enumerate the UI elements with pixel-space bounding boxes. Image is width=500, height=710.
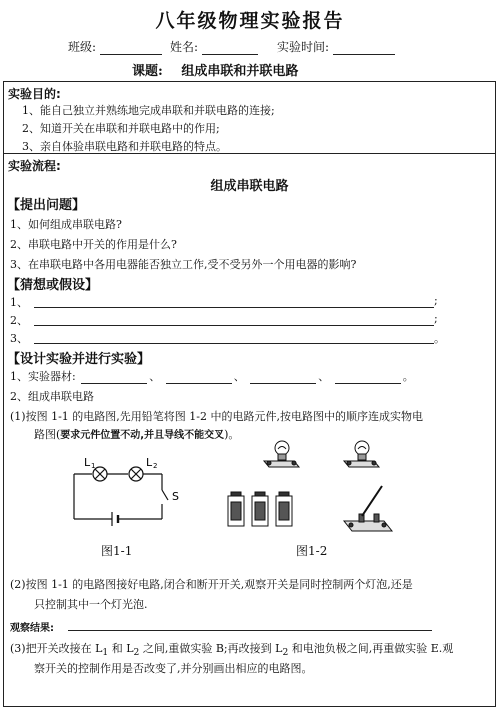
name-input-line[interactable] xyxy=(202,42,258,55)
step-3-text-1: (3)把开关改接在 L xyxy=(10,642,103,655)
fig-1-1-caption: 图1-1 xyxy=(101,544,133,558)
observe-label: 观察结果: xyxy=(10,623,54,634)
name-field xyxy=(170,38,258,55)
step-2-instruction-b: 只控制其中一个灯光泡. xyxy=(34,598,148,611)
guess-3-num: 3、 xyxy=(10,332,28,345)
step-1-instruction-a: (1)按图 1-1 的电路图,先用铅笔将图 1-2 中的电路元件,按电路图中的顺序连成实物电 xyxy=(10,410,423,423)
step-3-instruction-a xyxy=(10,640,453,658)
step-3-text-3: 之间,重做实验 B;再改接到 L xyxy=(139,642,283,655)
raise-question-heading: 【提出问题】 xyxy=(7,198,86,213)
switch-symbol xyxy=(162,490,168,500)
time-label: 实验时间: xyxy=(277,40,330,54)
class-input-line[interactable] xyxy=(100,42,162,55)
label-l2: L xyxy=(146,456,153,469)
guess-3-line[interactable] xyxy=(34,343,434,344)
label-l2-sub: 2 xyxy=(153,462,158,470)
time-field xyxy=(277,38,395,55)
step-1-b-text: 路图( xyxy=(34,428,61,441)
design-heading: 【设计实验并进行实验】 xyxy=(7,352,151,367)
equipment-blank-2[interactable] xyxy=(166,373,232,384)
equipment-blank-1[interactable] xyxy=(81,373,147,384)
step-3-sub-1: 1 xyxy=(102,647,109,659)
class-field xyxy=(68,38,162,55)
equipment-blank-4[interactable] xyxy=(335,373,401,384)
step-3-sub-3: 2 xyxy=(282,647,289,659)
guess-1-end: ; xyxy=(434,294,438,307)
guess-2-line[interactable] xyxy=(34,325,434,326)
guess-1-line[interactable] xyxy=(34,307,434,308)
observe-result-line[interactable] xyxy=(68,630,432,631)
step-1-requirement: 要求元件位置不动,并且导线不能交叉 xyxy=(60,430,225,441)
guess-1-num: 1、 xyxy=(10,296,28,309)
step-3-sub-2: 2 xyxy=(133,647,140,659)
equipment-row xyxy=(10,368,414,384)
circuit-diagram-1-1 xyxy=(64,454,204,534)
step-1-instruction-b xyxy=(34,426,239,442)
series-subtitle: 组成串联电路 xyxy=(210,179,289,194)
purpose-item-3: 3、亲自体验串联电路和并联电路的特点。 xyxy=(22,140,227,153)
equipment-end: 。 xyxy=(402,370,414,383)
time-input-line[interactable] xyxy=(333,42,395,55)
topic-text: 组成串联和并联电路 xyxy=(181,64,299,79)
purpose-heading: 实验目的: xyxy=(8,87,61,101)
process-heading: 实验流程: xyxy=(8,159,61,173)
question-2: 2、串联电路中开关的作用是什么? xyxy=(10,238,177,251)
question-3: 3、在串联电路中各用电器能否独立工作,受不受另外一个用电器的影响? xyxy=(10,258,357,271)
batteries xyxy=(228,492,292,526)
bulb-holder-2 xyxy=(344,441,379,467)
report-title: 八年级物理实验报告 xyxy=(155,10,345,32)
components-diagram-1-2 xyxy=(214,436,424,546)
guess-2-num: 2、 xyxy=(10,314,28,327)
equipment-label: 1、实验器材: xyxy=(10,370,76,383)
label-l1-sub: 1 xyxy=(91,462,96,470)
fig-1-2-caption: 图1-2 xyxy=(296,544,328,558)
question-1: 1、如何组成串联电路? xyxy=(10,218,122,231)
class-label: 班级: xyxy=(68,40,97,54)
step-3-text-4: 和电池负极之间,再重做实验 E.观 xyxy=(288,642,454,655)
guess-3-end: 。 xyxy=(434,332,445,345)
purpose-item-1: 1、能自己独立并熟练地完成串联和并联电路的连接; xyxy=(22,104,275,117)
guess-2-end: ; xyxy=(434,312,438,325)
equipment-sep: 、 xyxy=(149,370,161,383)
topic-line xyxy=(132,60,298,79)
equipment-sep: 、 xyxy=(233,370,245,383)
topic-label: 课题: xyxy=(132,64,163,79)
purpose-section xyxy=(3,81,496,154)
purpose-item-2: 2、知道开关在串联和并联电路中的作用; xyxy=(22,122,220,135)
knife-switch xyxy=(344,486,392,531)
label-l1: L xyxy=(84,456,91,469)
name-label: 姓名: xyxy=(170,40,199,54)
bulb-holder-1 xyxy=(264,441,299,467)
process-section xyxy=(3,153,496,707)
step-2: 2、组成串联电路 xyxy=(10,390,94,403)
equipment-sep: 、 xyxy=(318,370,330,383)
step-2-instruction-a: (2)按图 1-1 的电路图接好电路,闭合和断开开关,观察开关是同时控制两个灯泡,还是 xyxy=(10,578,413,591)
guess-heading: 【猜想或假设】 xyxy=(7,278,99,293)
step-3-instruction-b: 察开关的控制作用是否改变了,并分别画出相应的电路图。 xyxy=(34,662,313,675)
step-3-text-2: 和 L xyxy=(108,642,134,655)
step-1-c-text: )。 xyxy=(224,428,240,441)
equipment-blank-3[interactable] xyxy=(250,373,316,384)
label-s: S xyxy=(172,490,179,503)
